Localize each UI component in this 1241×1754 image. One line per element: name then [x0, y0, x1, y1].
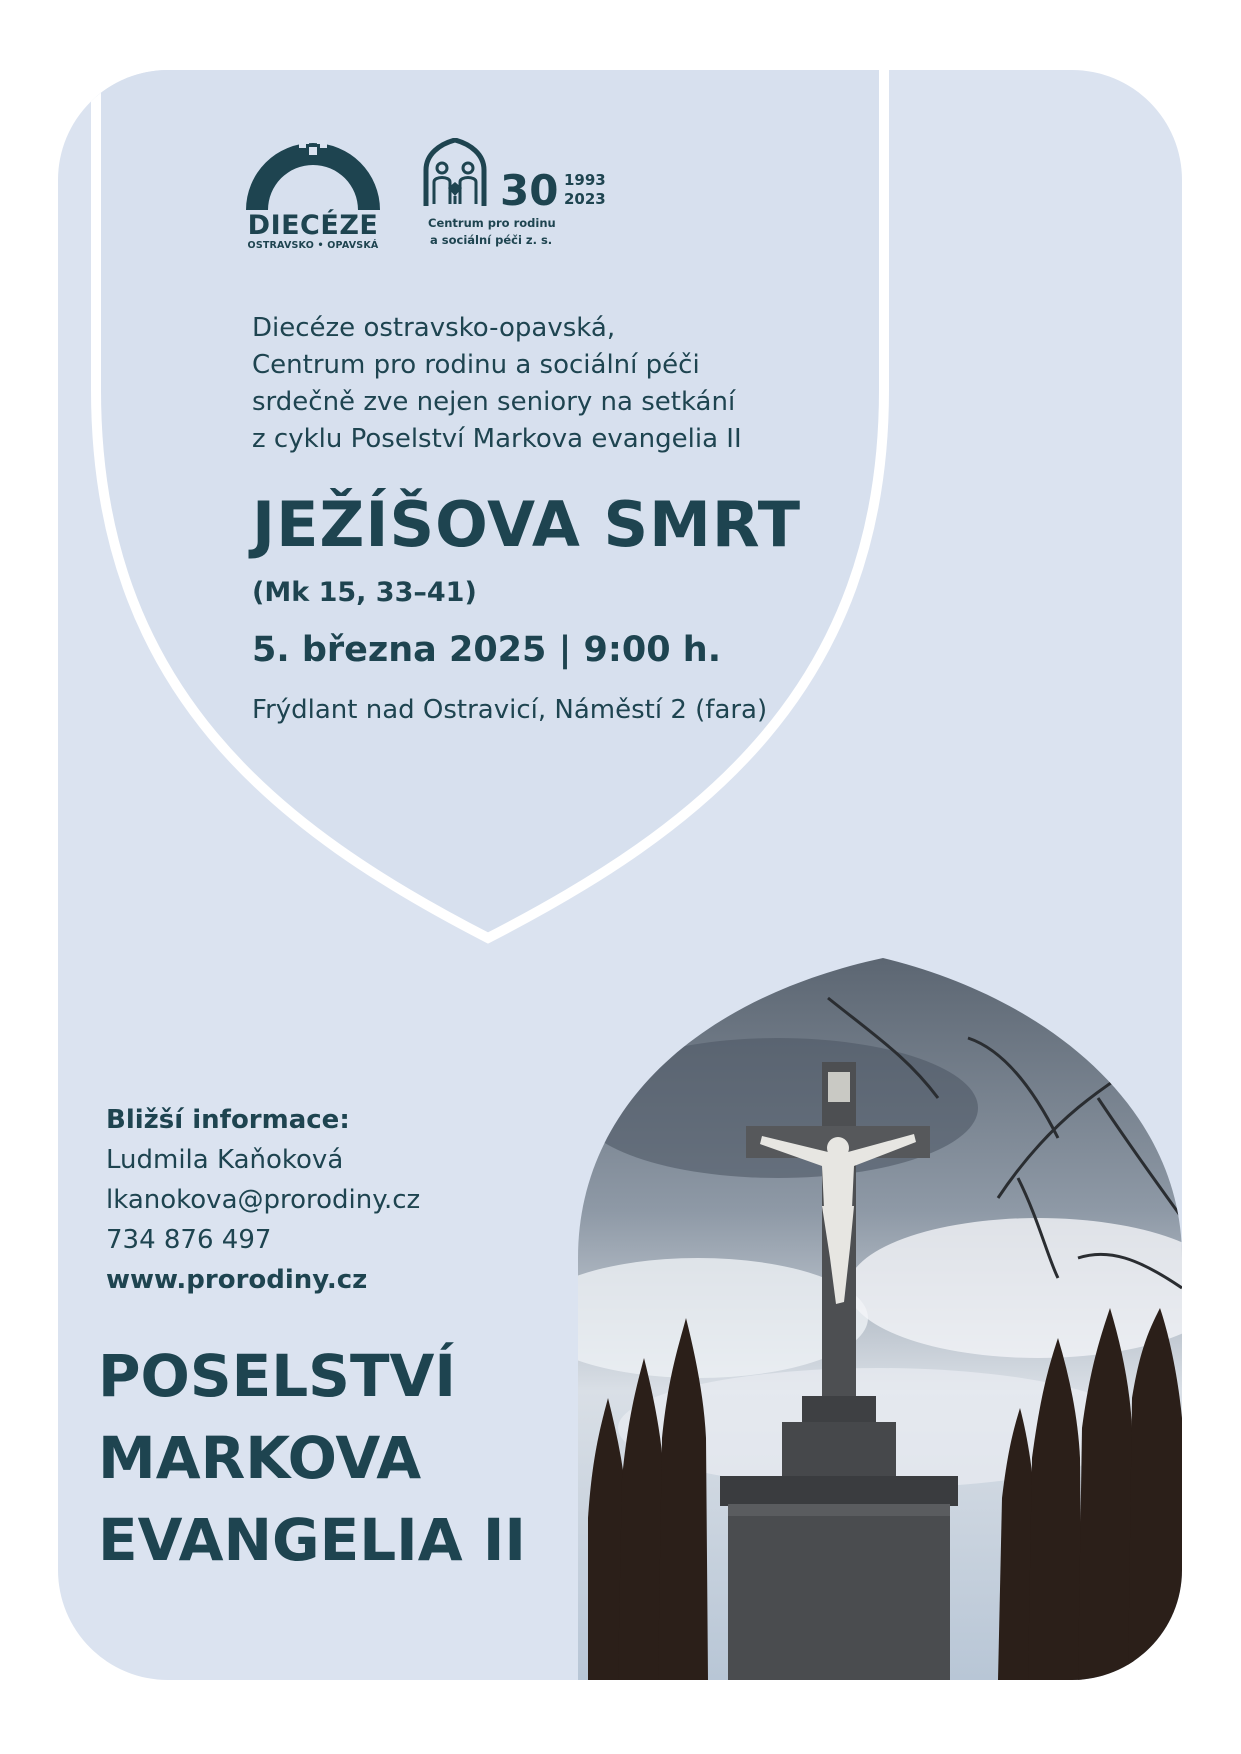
bible-reference: (Mk 15, 33–41)	[252, 577, 477, 608]
crucifix-photo	[578, 958, 1182, 1680]
contact-phone[interactable]: 734 876 497	[106, 1225, 272, 1255]
centrum-name-line2: a sociální péči z. s.	[430, 233, 553, 247]
contact-web[interactable]: www.prorodiny.cz	[106, 1265, 368, 1295]
centrum-anniversary-number: 30	[500, 166, 559, 215]
invitation-text	[252, 310, 742, 458]
intro-line: srdečně zve nejen seniory na setkání	[252, 387, 736, 417]
contact-name: Ludmila Kaňoková	[106, 1145, 344, 1175]
series-line: EVANGELIA II	[98, 1506, 527, 1574]
contact-email[interactable]: lkanokova@prorodiny.cz	[106, 1185, 421, 1215]
intro-line: Diecéze ostravsko-opavská,	[252, 313, 616, 343]
centrum-logo-icon	[422, 138, 488, 210]
contact-heading: Bližší informace:	[106, 1105, 350, 1135]
centrum-year-start: 1993	[564, 171, 606, 189]
diecese-logo-icon	[243, 140, 383, 212]
series-line: POSELSTVÍ	[98, 1342, 456, 1410]
centrum-year-end: 2023	[564, 190, 606, 208]
event-datetime: 5. března 2025 | 9:00 h.	[252, 630, 721, 670]
series-title	[98, 1335, 526, 1581]
intro-line: Centrum pro rodinu a sociální péči	[252, 350, 700, 380]
poster-card	[58, 70, 1182, 1680]
contact-block	[106, 1100, 420, 1300]
event-title: JEŽÍŠOVA SMRT	[252, 488, 802, 561]
centrum-name-line1: Centrum pro rodinu	[428, 216, 556, 230]
series-line: MARKOVA	[98, 1424, 422, 1492]
diecese-logo-title: DIECÉZE	[247, 210, 379, 241]
event-place: Frýdlant nad Ostravicí, Náměstí 2 (fara)	[252, 695, 768, 725]
intro-line: z cyklu Poselství Markova evangelia II	[252, 424, 742, 454]
diecese-logo-subtitle: OSTRAVSKO • OPAVSKÁ	[247, 240, 379, 251]
